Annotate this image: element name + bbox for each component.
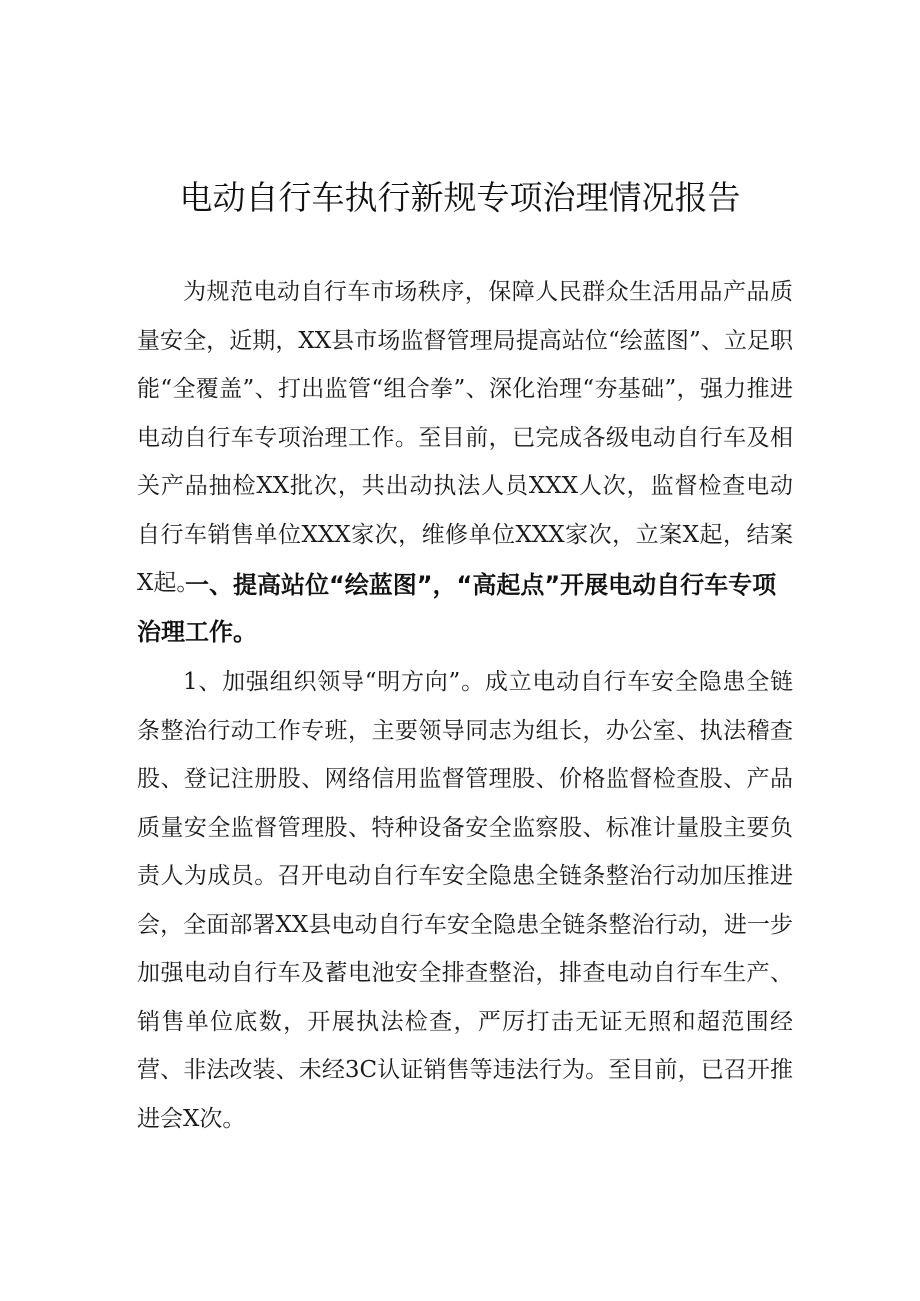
document-title: 电动自行车执行新规专项治理情况报告: [179, 178, 741, 217]
section-1-paragraph-1: 1、加强组织领导“明方向”。成立电动自行车安全隐患全链条整治行动工作专班，主要领导同志为组长，办公室、执法稽查股、登记注册股、网络信用监督管理股、价格监督检查股、产品质量安全监督管理股、特种设备安全监察股、标准计量股主要负责人为成员。召开电动自行车安全隐患全链条整治行动加压推进会，全面部署XX县电动自行车安全隐患全链条整治行动，进一步加强电动自行车及蓄电池安全排查整治，排查电动自行车生产、销售单位底数，开展执法检查，严厉打击无证无照和超范围经营、非法改装、未经3C认证销售等违法行为。至目前，已召开推进会X次。: [137, 669, 793, 1132]
section-1-heading: 一、提高站位“绘蓝图”，“高起点”开展电动自行车专项治理工作。: [137, 571, 777, 646]
intro-paragraph: 为规范电动自行车市场秩序，保障人民群众生活用品产品质量安全，近期，XX县市场监督管理局提高站位“绘蓝图”、立足职能“全覆盖”、打出监管“组合拳”、深化治理“夯基础”，强力推进电动自行车专项治理工作。至目前，已完成各级电动自行车及相关产品抽检XX批次，共出动执法人员XXX人次，监督检查电动自行车销售单位XXX家次，维修单位XXX家次，立案X起，结案X起。: [137, 279, 793, 596]
